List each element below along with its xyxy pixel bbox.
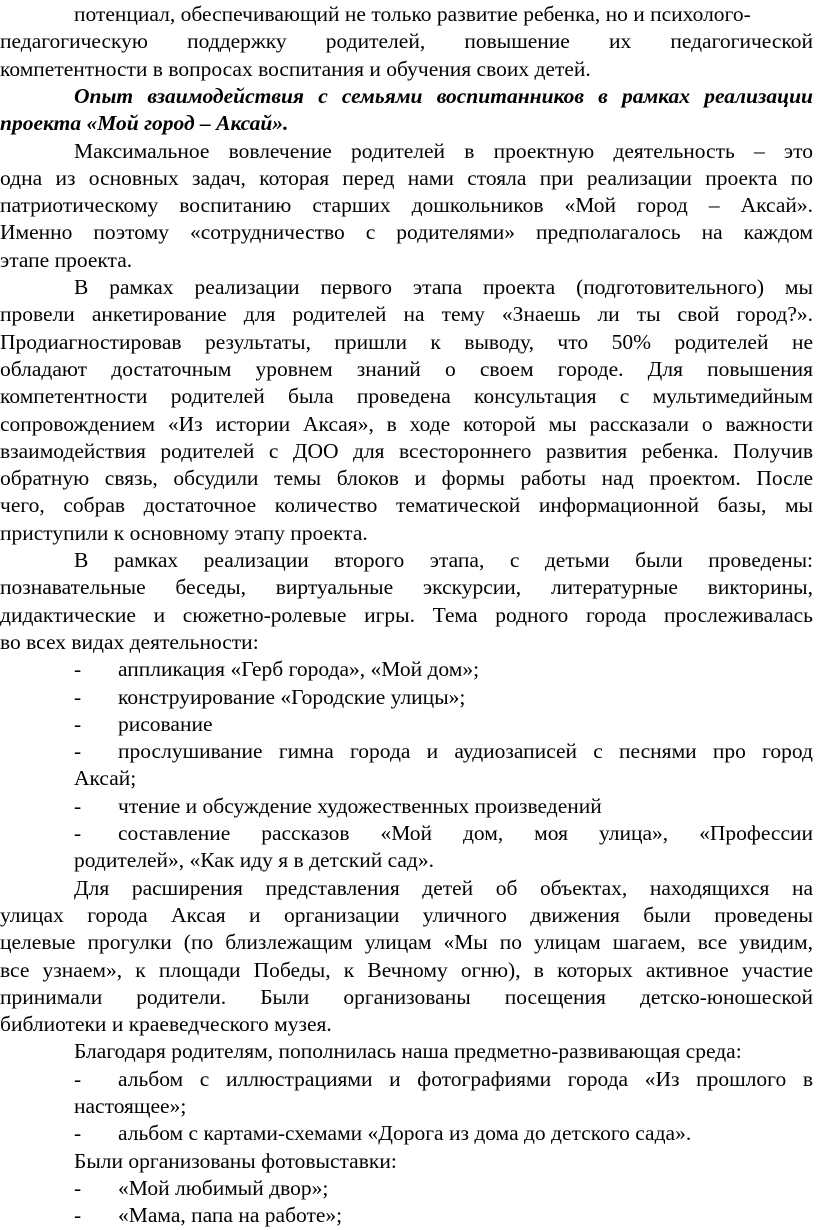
text-line: родителей», «Как иду я в детский сад». — [74, 848, 434, 873]
text-line: компетентности родителей была проведена консультация с мультимедийным — [0, 384, 813, 409]
text-line: педагогическую поддержку родителей, повышение их педагогической — [0, 29, 813, 54]
text-line: компетентности в вопросах воспитания и обучения своих детей. — [0, 56, 591, 81]
text-line: проекта «Мой город – Аксай». — [0, 111, 289, 136]
text-line: Продиагностировав результаты, пришли к выводу, что 50% родителей не — [0, 329, 813, 354]
list-dash: - — [74, 821, 82, 845]
list-dash: - — [74, 793, 82, 818]
text-line: Для расширения представления детей об объектах, находящихся на — [74, 875, 813, 900]
text-line: одна из основных задач, которая перед нами стояла при реализации проекта по — [0, 165, 813, 190]
text-line: В рамках реализации второго этапа, с детьми были проведены: — [74, 548, 813, 572]
text-line: этапе проекта. — [0, 247, 133, 272]
list-item-text: конструирование «Городские улицы»; — [118, 684, 466, 709]
text-line: настоящее»; — [74, 1094, 187, 1118]
list-dash: - — [74, 1066, 82, 1091]
list-dash: - — [74, 1203, 82, 1228]
list-item-text: прослушивание гимна города и аудиозаписей с песнями про город — [118, 739, 813, 764]
list-dash: - — [74, 739, 82, 764]
list-dash: - — [74, 711, 82, 736]
text-line: Аксай; — [74, 766, 137, 791]
text-line: обратную связь, обсудили темы блоков и формы работы над проектом. После — [0, 466, 813, 491]
list-item-text: аппликация «Герб города», «Мой дом»; — [118, 657, 480, 682]
text-line: приступили к основному этапу проекта. — [0, 520, 368, 545]
text-line: библиотеки и краеведческого музея. — [0, 1012, 332, 1037]
text-line: целевые прогулки (по близлежащим улицам «Мы по улицам шагаем, все увидим, — [0, 930, 813, 955]
text-line: Именно поэтому «сотрудничество с родителями» предполагалось на каждом — [0, 220, 813, 245]
list-dash: - — [74, 1121, 82, 1146]
text-line: Были организованы фотовыставки: — [74, 1148, 397, 1173]
list-dash: - — [74, 1175, 82, 1200]
text-line: обладают достаточным уровнем знаний о своем городе. Для повышения — [0, 356, 813, 381]
list-item-text: альбом с иллюстрациями и фотографиями города «Из прошлого в — [118, 1066, 813, 1091]
list-item-text: альбом с картами-схемами «Дорога из дома до детского сада». — [118, 1121, 692, 1146]
text-line: чего, собрав достаточное количество тематической информационной базы, мы — [0, 493, 813, 518]
text-line: Максимальное вовлечение родителей в проектную деятельность – это — [74, 138, 813, 163]
text-line: Благодаря родителям, пополнилась наша предметно-развивающая среда: — [74, 1039, 742, 1064]
text-line: Опыт взаимодействия с семьями воспитанников в рамках реализации — [74, 83, 813, 108]
text-line: провели анкетирование для родителей на тему «Знаешь ли ты свой город?». — [0, 302, 813, 327]
list-item-text: чтение и обсуждение художественных произведений — [118, 793, 602, 818]
list-item-text: «Мой любимый двор»; — [118, 1175, 329, 1200]
list-item-text: рисование — [118, 711, 213, 736]
list-item-text: составление рассказов «Мой дом, моя улица», «Профессии — [118, 821, 813, 845]
text-line: улицах города Аксая и организации уличного движения были проведены — [0, 902, 813, 927]
text-line: принимали родители. Были организованы посещения детско-юношеской — [0, 984, 813, 1009]
text-line: сопровождением «Из истории Аксая», в ходе которой мы рассказали о важности — [0, 411, 813, 436]
text-line: дидактические и сюжетно-ролевые игры. Тема родного города прослеживалась — [0, 602, 813, 627]
list-dash: - — [74, 684, 82, 709]
text-line: патриотическому воспитанию старших дошкольников «Мой город – Аксай». — [0, 193, 813, 218]
list-item-text: «Мама, папа на работе»; — [118, 1203, 343, 1228]
text-line: В рамках реализации первого этапа проекта (подготовительного) мы — [74, 275, 813, 299]
list-dash: - — [74, 657, 82, 682]
text-line: потенциал, обеспечивающий не только развитие ребенка, но и психолого- — [74, 2, 751, 26]
text-line: все узнаем», к площади Победы, к Вечному огню), в которых активное участие — [0, 957, 813, 982]
text-line: взаимодействия родителей с ДОО для всестороннего развития ребенка. Получив — [0, 438, 813, 463]
text-line: во всех видах деятельности: — [0, 629, 259, 654]
text-line: познавательные беседы, виртуальные экскурсии, литературные викторины, — [0, 575, 813, 600]
